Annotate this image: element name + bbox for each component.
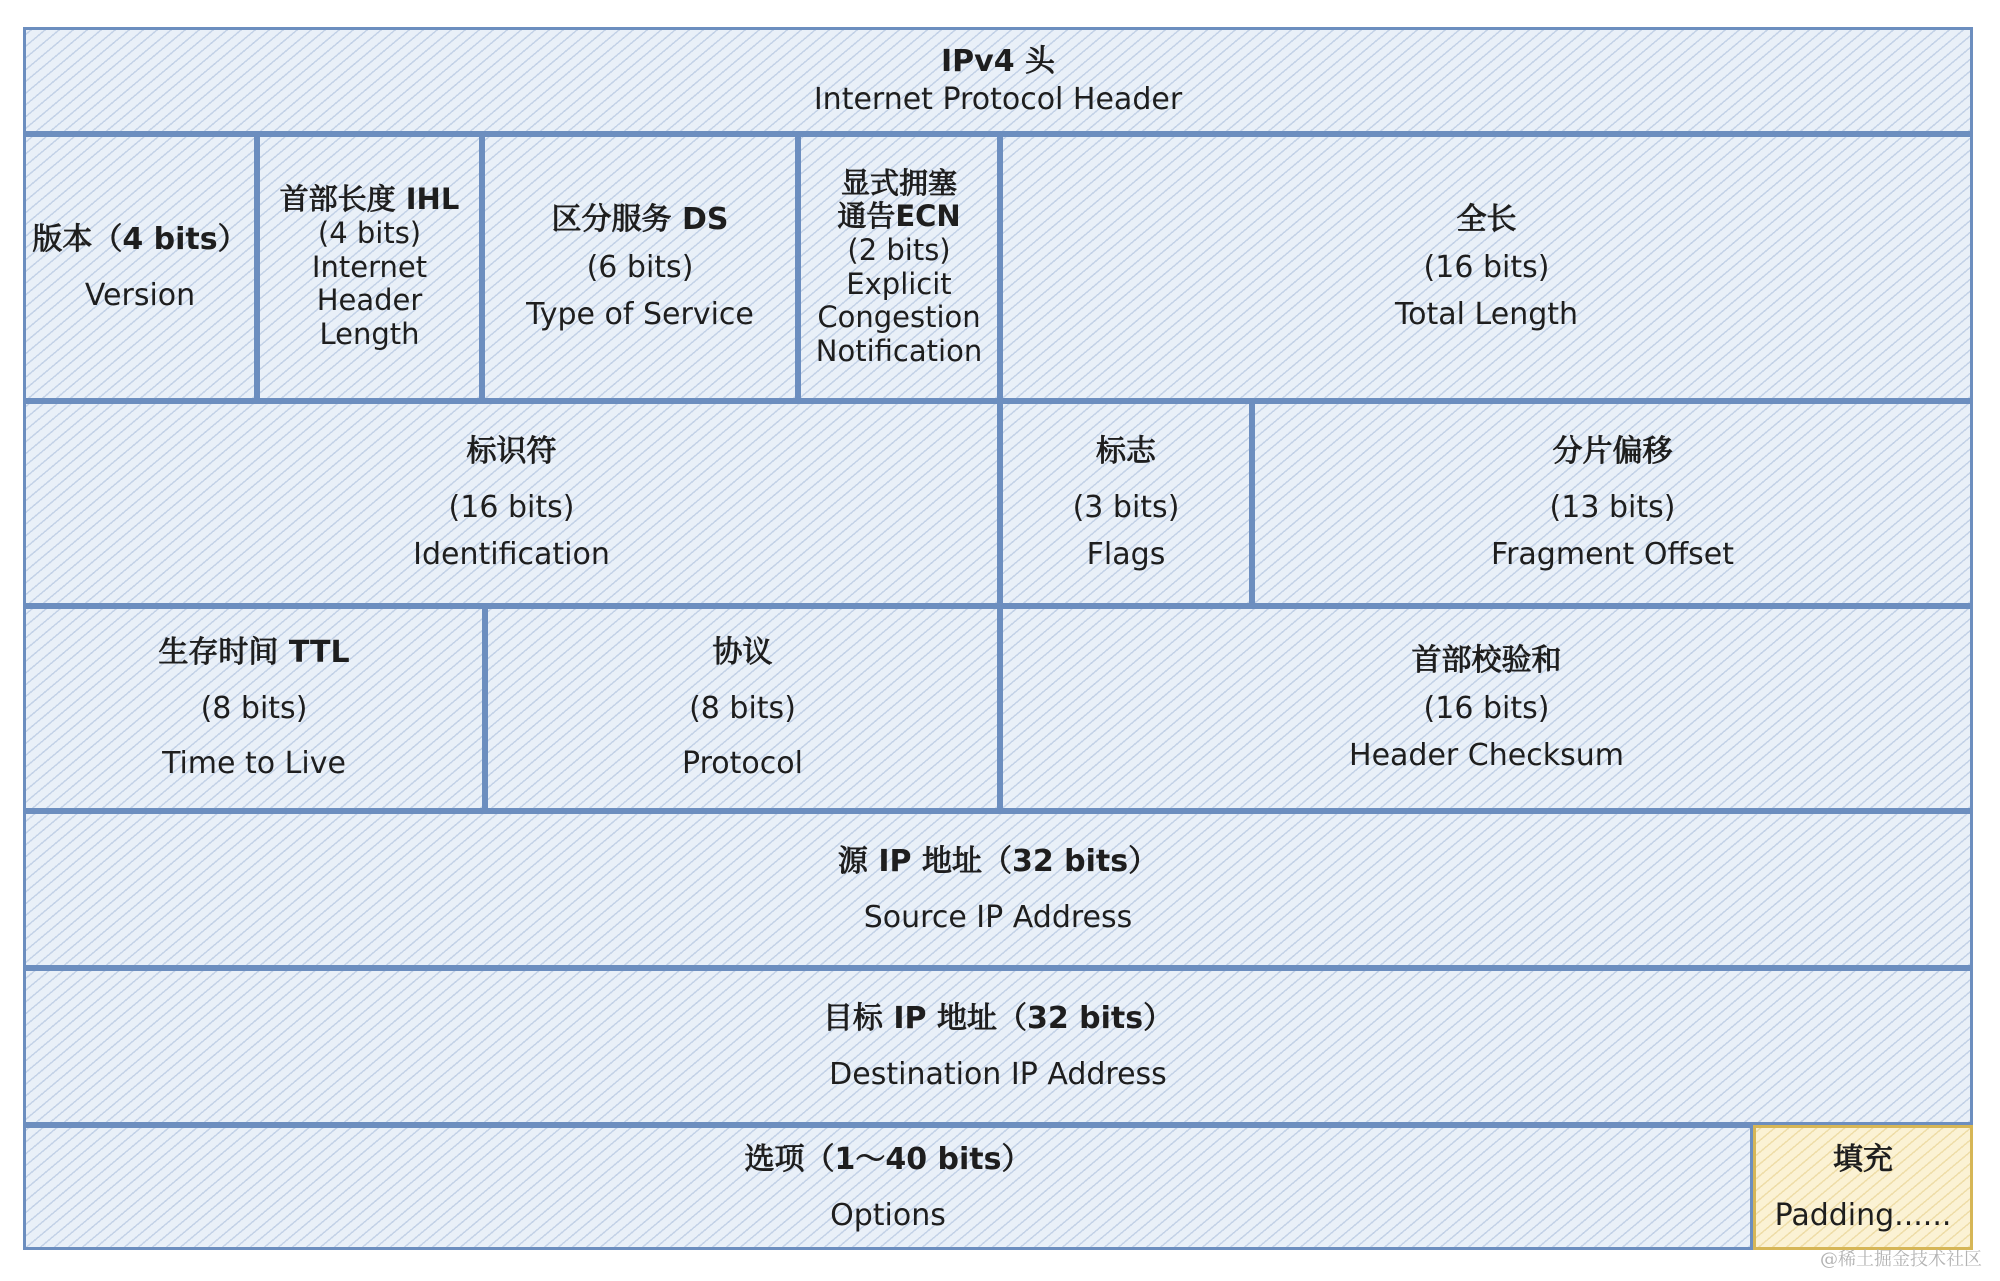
field-identification-bits: (16 bits) (448, 489, 575, 525)
field-protocol-bits: (8 bits) (689, 690, 796, 726)
field-source-ip-en: Source IP Address (863, 899, 1133, 935)
field-total-length-bits: (16 bits) (1423, 249, 1550, 285)
field-header-checksum-bits: (16 bits) (1423, 690, 1550, 726)
field-ihl-bits: (4 bits) (317, 216, 422, 251)
field-header-checksum-en: Header Checksum (1349, 738, 1624, 774)
field-options-en: Options (830, 1197, 946, 1233)
field-version-zh: 版本（4 bits） (32, 222, 248, 257)
field-ds-bits: (6 bits) (586, 249, 694, 285)
field-fragment-offset-zh: 分片偏移 (1552, 434, 1673, 470)
field-total-length-zh: 全长 (1456, 202, 1517, 238)
header-title-zh: IPv4 头 (940, 44, 1056, 79)
field-flags (1000, 401, 1252, 606)
field-options-zh: 选项（1～40 bits） (744, 1142, 1032, 1177)
field-options (23, 1125, 1753, 1250)
field-ihl-en-1: Internet (311, 249, 428, 284)
field-ihl (257, 134, 482, 401)
field-flags-bits: (3 bits) (1072, 489, 1180, 525)
field-ecn-zh-2: 通告ECN (837, 199, 961, 234)
field-header-checksum (1000, 606, 1973, 811)
watermark: @稀土掘金技术社区 (1820, 1249, 1982, 1270)
field-source-ip-zh: 源 IP 地址（32 bits） (837, 844, 1159, 879)
field-destination-ip-zh: 目标 IP 地址（32 bits） (822, 1001, 1174, 1036)
field-ihl-en-2: Header (316, 283, 423, 318)
field-fragment-offset-bits: (13 bits) (1549, 489, 1676, 525)
field-ttl-bits: (8 bits) (200, 690, 308, 726)
field-header-checksum-zh: 首部校验和 (1411, 643, 1562, 679)
field-padding-en: Padding...... (1774, 1197, 1952, 1233)
field-padding (1753, 1125, 1973, 1250)
field-total-length-en: Total Length (1394, 297, 1579, 333)
field-ds (482, 134, 798, 401)
field-version-en: Version (84, 277, 196, 313)
field-fragment-offset (1252, 401, 1973, 606)
field-total-length (1000, 134, 1973, 401)
header-title-cell (23, 27, 1973, 134)
field-flags-zh: 标志 (1096, 434, 1156, 470)
field-ecn-zh-1: 显式拥塞 (840, 165, 957, 200)
field-ttl-en: Time to Live (162, 746, 346, 782)
field-padding-zh: 填充 (1833, 1142, 1893, 1177)
field-ecn-en-2: Congestion (817, 300, 981, 335)
header-title-en: Internet Protocol Header (813, 81, 1183, 117)
field-identification-zh: 标识符 (466, 434, 557, 470)
field-ecn-en-1: Explicit (846, 266, 952, 301)
field-protocol (485, 606, 1000, 811)
field-source-ip (23, 811, 1973, 968)
field-ds-zh: 区分服务 DS (551, 202, 729, 238)
field-protocol-zh: 协议 (712, 635, 773, 671)
field-destination-ip-en: Destination IP Address (829, 1056, 1167, 1092)
field-ttl-zh: 生存时间 TTL (158, 635, 350, 671)
field-ecn (798, 134, 1000, 401)
field-identification (23, 401, 1000, 606)
field-ecn-bits: (2 bits) (847, 232, 951, 267)
field-version (23, 134, 257, 401)
field-ds-en: Type of Service (526, 297, 754, 333)
field-ihl-zh: 首部长度 IHL (279, 182, 460, 217)
field-identification-en: Identification (413, 537, 610, 573)
field-destination-ip (23, 968, 1973, 1125)
field-ecn-en-3: Notification (815, 333, 983, 368)
field-ttl (23, 606, 485, 811)
field-fragment-offset-en: Fragment Offset (1491, 537, 1734, 573)
field-protocol-en: Protocol (682, 746, 803, 782)
field-flags-en: Flags (1086, 537, 1166, 573)
field-ihl-en-3: Length (319, 316, 420, 351)
